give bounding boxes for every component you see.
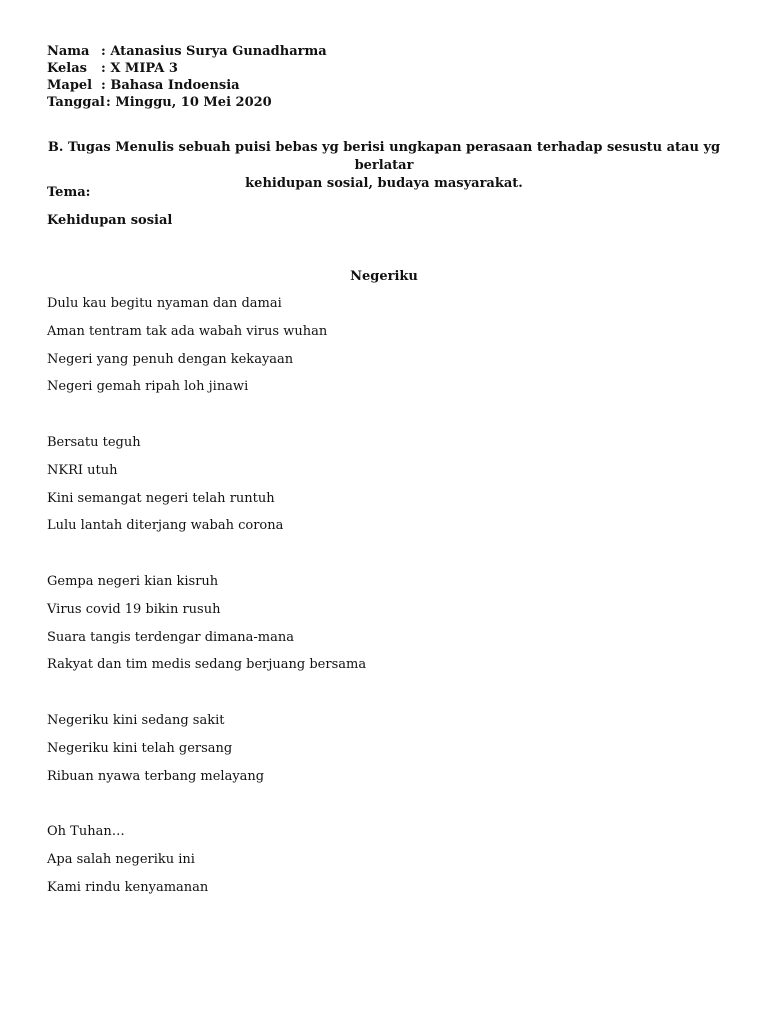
nama-row [47,43,327,60]
poem-stanza-3 [47,573,366,684]
task-instruction [47,139,721,193]
poem-line: Dulu kau begitu nyaman dan damai [47,296,282,311]
mapel-row [47,77,327,94]
poem-line: Aman tentram tak ada wabah virus wuhan [47,323,328,339]
poem-line: Negeri gemah ripah loh jinawi [47,379,249,395]
poem-stanza-5 [47,823,366,906]
poem-stanza-4 [47,712,366,795]
poem-line: Rakyat dan tim medis sedang berjuang bersama [47,657,367,673]
poem-line: Kami rindu kenyamanan [47,879,209,895]
tanggal-label: Tanggal [47,95,105,110]
poem-line: Virus covid 19 bikin rusuh [47,601,221,617]
poem-stanza-2 [47,434,366,545]
tanggal-row [47,94,327,111]
kelas-label: Kelas [47,61,87,76]
poem-body [47,295,366,934]
task-line-1: B. Tugas Menulis sebuah puisi bebas yg berisi ungkapan perasaan terhadap sesustu atau yg berlatar [47,140,721,173]
poem-line: Ribuan nyawa terbang melayang [47,768,265,784]
student-info [47,43,327,111]
poem-line: Negeriku kini telah gersang [47,740,233,756]
poem-stanza-1 [47,295,366,406]
tanggal-value: : Minggu, 10 Mei 2020 [106,95,272,110]
poem-line: Negeri yang penuh dengan kekayaan [47,351,294,367]
poem-line: Negeriku kini sedang sakit [47,712,225,728]
kelas-value: : X MIPA 3 [101,61,178,76]
nama-label: Nama [47,44,90,59]
nama-value: : Atanasius Surya Gunadharma [101,44,327,59]
poem-line: Lulu lantah diterjang wabah corona [47,518,284,534]
mapel-label: Mapel [47,78,93,93]
poem-line: Bersatu teguh [47,434,141,450]
poem-line: Kini semangat negeri telah runtuh [47,490,275,506]
poem-line: Oh Tuhan… [47,824,125,840]
poem-line: Suara tangis terdengar dimana-mana [47,629,294,645]
poem-line: Apa salah negeriku ini [47,851,195,867]
poem-line: NKRI utuh [47,462,118,478]
task-line-2: kehidupan sosial, budaya masyarakat. [245,176,523,191]
tema-label: Tema: [47,185,91,200]
tema-value: Kehidupan sosial [47,213,173,228]
poem-line: Gempa negeri kian kisruh [47,573,219,589]
mapel-value: : Bahasa Indoensia [101,78,240,93]
poem-title: Negeriku [350,269,418,284]
kelas-row [47,60,327,77]
